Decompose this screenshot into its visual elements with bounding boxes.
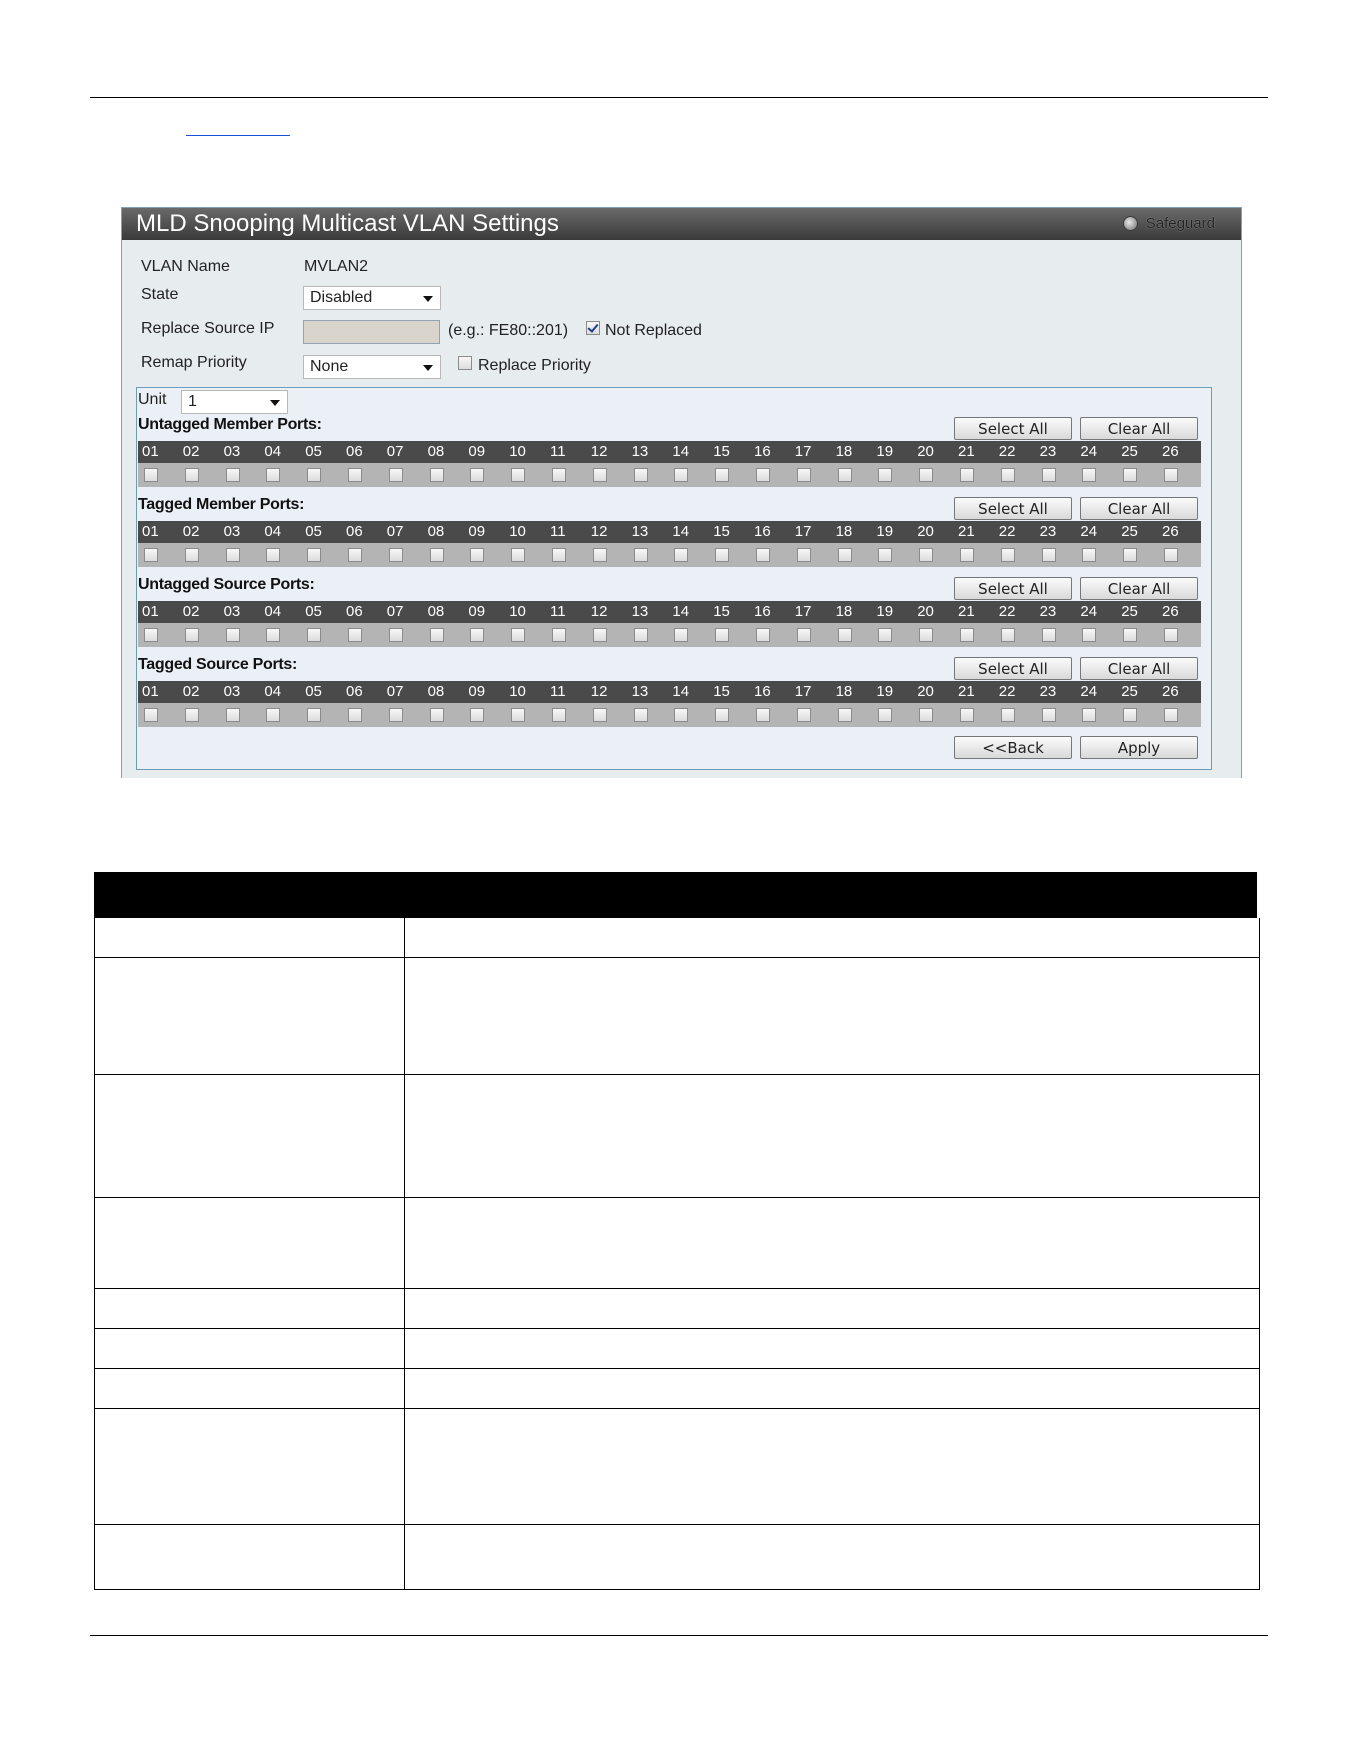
port-checkbox[interactable] — [307, 628, 321, 642]
port-number: 14 — [672, 523, 690, 540]
port-number: 11 — [550, 683, 566, 700]
port-number: 24 — [1080, 603, 1098, 620]
port-checkbox[interactable] — [144, 468, 158, 482]
port-number: 21 — [958, 443, 975, 460]
port-number: 26 — [1162, 603, 1179, 620]
table-row — [94, 918, 1260, 958]
port-number: 17 — [794, 443, 812, 460]
port-checkbox[interactable] — [348, 548, 362, 562]
port-checkbox[interactable] — [266, 468, 280, 482]
port-checkbox[interactable] — [389, 708, 403, 722]
port-checkbox[interactable] — [756, 548, 770, 562]
port-number: 04 — [264, 603, 282, 620]
state-select-value: Disabled — [310, 289, 373, 306]
port-number: 03 — [223, 683, 241, 700]
ip-example-text: (e.g.: FE80::201) — [448, 322, 569, 339]
top-link[interactable] — [186, 104, 290, 136]
port-checkbox[interactable] — [1123, 468, 1137, 482]
port-number: 26 — [1162, 683, 1179, 700]
port-number: 08 — [427, 683, 445, 700]
port-number: 08 — [427, 603, 445, 620]
port-section-label: Tagged Member Ports: — [138, 496, 305, 513]
port-checkbox[interactable] — [470, 548, 484, 562]
port-checkbox[interactable] — [960, 468, 974, 482]
port-number: 25 — [1121, 523, 1138, 540]
port-checkbox[interactable] — [878, 708, 892, 722]
port-number: 24 — [1080, 683, 1098, 700]
port-checkbox[interactable] — [1042, 628, 1056, 642]
port-checkbox[interactable] — [838, 468, 852, 482]
replace-priority-label: Replace Priority — [478, 357, 591, 374]
port-checkbox[interactable] — [552, 548, 566, 562]
port-number: 05 — [305, 603, 322, 620]
port-checkbox[interactable] — [878, 548, 892, 562]
port-number: 10 — [509, 683, 526, 700]
port-checkbox[interactable] — [674, 468, 688, 482]
port-number: 11 — [550, 523, 566, 540]
port-number: 02 — [182, 443, 200, 460]
port-checkbox[interactable] — [715, 548, 729, 562]
port-number: 21 — [958, 603, 975, 620]
port-number: 18 — [835, 443, 853, 460]
port-checkbox[interactable] — [838, 548, 852, 562]
port-number: 01 — [142, 443, 159, 460]
port-checkbox[interactable] — [634, 628, 648, 642]
port-number: 20 — [917, 683, 934, 700]
unit-select-value: 1 — [188, 393, 197, 410]
port-checkbox[interactable] — [960, 548, 974, 562]
port-checkbox[interactable] — [715, 628, 729, 642]
port-checkbox[interactable] — [511, 468, 525, 482]
table-row — [94, 1198, 1260, 1289]
port-checkbox[interactable] — [1164, 468, 1178, 482]
select-all-button[interactable]: Select All — [954, 497, 1072, 520]
port-checkbox[interactable] — [674, 548, 688, 562]
port-number: 19 — [876, 523, 894, 540]
port-number: 20 — [917, 603, 934, 620]
port-checkbox[interactable] — [797, 548, 811, 562]
port-number: 20 — [917, 523, 934, 540]
port-number: 17 — [794, 523, 812, 540]
port-number: 19 — [876, 683, 894, 700]
port-checkbox[interactable] — [797, 468, 811, 482]
port-number: 18 — [835, 603, 853, 620]
port-checkbox-row — [138, 463, 1201, 487]
port-number: 04 — [264, 683, 282, 700]
select-all-button[interactable]: Select All — [954, 417, 1072, 440]
port-checkbox[interactable] — [1042, 548, 1056, 562]
port-checkbox[interactable] — [1042, 708, 1056, 722]
port-number: 01 — [142, 683, 159, 700]
panel-header — [122, 208, 1241, 240]
port-number: 11 — [550, 443, 566, 460]
port-checkbox[interactable] — [1001, 548, 1015, 562]
table-cell — [95, 1289, 405, 1328]
port-number: 06 — [346, 443, 363, 460]
port-checkbox[interactable] — [1164, 628, 1178, 642]
port-number: 14 — [672, 683, 690, 700]
port-number: 07 — [386, 603, 404, 620]
port-number: 10 — [509, 523, 526, 540]
port-number: 09 — [468, 683, 486, 700]
port-number: 07 — [386, 683, 404, 700]
port-checkbox-row — [138, 703, 1201, 727]
port-checkbox[interactable] — [144, 628, 158, 642]
port-number: 01 — [142, 523, 159, 540]
chevron-down-icon — [423, 296, 433, 302]
port-checkbox[interactable] — [185, 468, 199, 482]
port-section-label: Untagged Source Ports: — [138, 576, 315, 593]
port-number: 11 — [550, 603, 566, 620]
port-number: 22 — [998, 523, 1016, 540]
port-checkbox[interactable] — [1123, 548, 1137, 562]
port-checkbox[interactable] — [634, 708, 648, 722]
port-number: 09 — [468, 603, 486, 620]
port-number-header — [138, 601, 1201, 623]
port-checkbox[interactable] — [1082, 708, 1096, 722]
replace-source-ip-label: Replace Source IP — [141, 320, 275, 337]
port-checkbox[interactable] — [185, 548, 199, 562]
port-number: 19 — [876, 603, 894, 620]
port-checkbox[interactable] — [674, 628, 688, 642]
port-number: 12 — [590, 683, 608, 700]
port-checkbox[interactable] — [226, 708, 240, 722]
port-checkbox[interactable] — [470, 708, 484, 722]
port-number: 22 — [998, 603, 1016, 620]
port-checkbox[interactable] — [919, 468, 933, 482]
port-number: 17 — [794, 683, 812, 700]
port-number: 15 — [713, 443, 730, 460]
port-checkbox[interactable] — [430, 468, 444, 482]
port-number: 04 — [264, 523, 282, 540]
port-checkbox[interactable] — [348, 708, 362, 722]
safeguard-label: Safeguard — [1145, 215, 1215, 232]
port-checkbox[interactable] — [552, 628, 566, 642]
port-checkbox[interactable] — [1042, 468, 1056, 482]
port-checkbox[interactable] — [634, 468, 648, 482]
port-checkbox[interactable] — [838, 628, 852, 642]
clear-all-button[interactable]: Clear All — [1080, 657, 1198, 680]
table-row — [94, 958, 1260, 1075]
port-number: 18 — [835, 523, 853, 540]
remap-priority-label: Remap Priority — [141, 354, 247, 371]
port-checkbox[interactable] — [226, 628, 240, 642]
port-checkbox[interactable] — [511, 548, 525, 562]
port-number: 12 — [590, 443, 608, 460]
clear-all-button[interactable]: Clear All — [1080, 417, 1198, 440]
description-table-header — [94, 872, 1260, 918]
port-number: 22 — [998, 443, 1016, 460]
clear-all-button[interactable]: Clear All — [1080, 497, 1198, 520]
port-checkbox-row — [138, 623, 1201, 647]
port-checkbox[interactable] — [756, 708, 770, 722]
port-checkbox[interactable] — [1164, 708, 1178, 722]
port-checkbox[interactable] — [715, 468, 729, 482]
vlan-name-value: MVLAN2 — [304, 258, 369, 275]
port-checkbox[interactable] — [266, 628, 280, 642]
state-label: State — [141, 286, 179, 303]
port-checkbox[interactable] — [919, 548, 933, 562]
table-cell — [95, 958, 405, 1074]
port-number: 01 — [142, 603, 159, 620]
port-number: 02 — [182, 683, 200, 700]
port-checkbox[interactable] — [878, 628, 892, 642]
port-section-label: Tagged Source Ports: — [138, 656, 298, 673]
port-checkbox[interactable] — [226, 548, 240, 562]
port-checkbox[interactable] — [593, 548, 607, 562]
port-number: 23 — [1039, 603, 1057, 620]
table-cell — [95, 1525, 405, 1589]
port-number: 02 — [182, 523, 200, 540]
not-replaced-checkbox[interactable] — [586, 321, 600, 335]
port-checkbox[interactable] — [348, 628, 362, 642]
port-checkbox[interactable] — [1082, 628, 1096, 642]
port-number: 25 — [1121, 603, 1138, 620]
port-number: 13 — [631, 523, 649, 540]
chevron-down-icon — [423, 365, 433, 371]
port-checkbox[interactable] — [389, 548, 403, 562]
port-number: 06 — [346, 523, 363, 540]
port-number: 15 — [713, 683, 730, 700]
port-checkbox[interactable] — [430, 628, 444, 642]
port-number: 15 — [713, 603, 730, 620]
port-checkbox[interactable] — [1001, 708, 1015, 722]
port-number: 04 — [264, 443, 282, 460]
table-cell — [95, 918, 405, 957]
port-checkbox[interactable] — [593, 468, 607, 482]
state-select[interactable] — [303, 286, 441, 310]
select-all-button[interactable]: Select All — [954, 657, 1072, 680]
port-number: 06 — [346, 603, 363, 620]
unit-label: Unit — [138, 391, 167, 408]
port-number: 03 — [223, 523, 241, 540]
port-checkbox[interactable] — [511, 628, 525, 642]
replace-priority-checkbox[interactable] — [458, 356, 472, 370]
port-number: 22 — [998, 683, 1016, 700]
port-checkbox[interactable] — [307, 708, 321, 722]
port-number: 17 — [794, 603, 812, 620]
port-checkbox[interactable] — [797, 628, 811, 642]
description-table — [94, 872, 1260, 1590]
port-number: 13 — [631, 603, 649, 620]
apply-button[interactable]: Apply — [1080, 736, 1198, 759]
port-checkbox[interactable] — [1164, 548, 1178, 562]
port-checkbox[interactable] — [266, 708, 280, 722]
remap-priority-select-value: None — [310, 358, 349, 375]
port-number: 13 — [631, 443, 649, 460]
port-number: 08 — [427, 443, 445, 460]
port-number: 14 — [672, 443, 690, 460]
port-checkbox-row — [138, 543, 1201, 567]
clear-all-button[interactable]: Clear All — [1080, 577, 1198, 600]
port-number: 23 — [1039, 443, 1057, 460]
port-number: 21 — [958, 683, 975, 700]
replace-source-ip-input[interactable] — [303, 320, 440, 344]
unit-select[interactable] — [181, 390, 288, 414]
port-checkbox[interactable] — [552, 708, 566, 722]
port-checkbox[interactable] — [470, 468, 484, 482]
port-number: 19 — [876, 443, 894, 460]
back-button[interactable]: <<Back — [954, 736, 1072, 759]
port-number: 06 — [346, 683, 363, 700]
port-checkbox[interactable] — [1001, 468, 1015, 482]
port-number: 12 — [590, 523, 608, 540]
port-checkbox[interactable] — [348, 468, 362, 482]
port-number: 16 — [754, 683, 771, 700]
table-row — [94, 1289, 1260, 1329]
port-checkbox[interactable] — [389, 468, 403, 482]
table-row — [94, 1329, 1260, 1369]
port-number: 10 — [509, 603, 526, 620]
port-number: 18 — [835, 683, 853, 700]
footer-rule — [90, 1635, 1268, 1636]
port-number: 20 — [917, 443, 934, 460]
header-rule — [90, 97, 1268, 98]
port-number-header — [138, 521, 1201, 543]
table-cell — [95, 1409, 405, 1524]
port-number: 12 — [590, 603, 608, 620]
port-checkbox[interactable] — [307, 548, 321, 562]
remap-priority-select[interactable] — [303, 355, 441, 379]
port-checkbox[interactable] — [552, 468, 566, 482]
port-number: 15 — [713, 523, 730, 540]
port-checkbox[interactable] — [470, 628, 484, 642]
port-number: 07 — [386, 523, 404, 540]
port-number: 05 — [305, 523, 322, 540]
port-number: 07 — [386, 443, 404, 460]
port-checkbox[interactable] — [1123, 628, 1137, 642]
port-number: 09 — [468, 523, 486, 540]
port-number: 08 — [427, 523, 445, 540]
panel-title: MLD Snooping Multicast VLAN Settings — [136, 210, 559, 237]
port-checkbox[interactable] — [919, 628, 933, 642]
port-checkbox[interactable] — [185, 628, 199, 642]
port-number: 26 — [1162, 523, 1179, 540]
table-row — [94, 1525, 1260, 1590]
chevron-down-icon — [270, 400, 280, 406]
port-number: 21 — [958, 523, 975, 540]
port-number: 10 — [509, 443, 526, 460]
port-number: 26 — [1162, 443, 1179, 460]
safeguard-indicator — [1123, 215, 1215, 232]
port-checkbox[interactable] — [634, 548, 648, 562]
port-number: 16 — [754, 523, 771, 540]
port-checkbox[interactable] — [878, 468, 892, 482]
port-number: 25 — [1121, 443, 1138, 460]
port-number-header — [138, 681, 1201, 703]
table-row — [94, 1369, 1260, 1409]
port-checkbox[interactable] — [715, 708, 729, 722]
port-number: 09 — [468, 443, 486, 460]
ports-box — [136, 387, 1212, 770]
port-checkbox[interactable] — [960, 708, 974, 722]
select-all-button[interactable]: Select All — [954, 577, 1072, 600]
port-checkbox[interactable] — [756, 468, 770, 482]
port-number: 05 — [305, 443, 322, 460]
port-checkbox[interactable] — [389, 628, 403, 642]
port-number-header — [138, 441, 1201, 463]
port-checkbox[interactable] — [1082, 548, 1096, 562]
port-number: 14 — [672, 603, 690, 620]
port-checkbox[interactable] — [144, 548, 158, 562]
port-checkbox[interactable] — [307, 468, 321, 482]
port-checkbox[interactable] — [960, 628, 974, 642]
port-checkbox[interactable] — [593, 628, 607, 642]
port-checkbox[interactable] — [838, 708, 852, 722]
port-checkbox[interactable] — [511, 708, 525, 722]
port-checkbox[interactable] — [1123, 708, 1137, 722]
port-number: 24 — [1080, 523, 1098, 540]
port-checkbox[interactable] — [266, 548, 280, 562]
safeguard-icon — [1123, 216, 1138, 231]
port-checkbox[interactable] — [756, 628, 770, 642]
port-number: 05 — [305, 683, 322, 700]
port-number: 13 — [631, 683, 649, 700]
table-cell — [95, 1329, 405, 1368]
port-checkbox[interactable] — [593, 708, 607, 722]
port-number: 02 — [182, 603, 200, 620]
port-number: 23 — [1039, 523, 1057, 540]
port-section-label: Untagged Member Ports: — [138, 416, 322, 433]
vlan-name-label: VLAN Name — [141, 258, 230, 275]
port-checkbox[interactable] — [1001, 628, 1015, 642]
table-cell — [95, 1075, 405, 1197]
port-checkbox[interactable] — [674, 708, 688, 722]
settings-panel — [121, 207, 1242, 778]
port-checkbox[interactable] — [797, 708, 811, 722]
not-replaced-label: Not Replaced — [605, 322, 702, 339]
port-checkbox[interactable] — [144, 708, 158, 722]
port-number: 03 — [223, 603, 241, 620]
table-row — [94, 1409, 1260, 1525]
port-number: 23 — [1039, 683, 1057, 700]
port-checkbox[interactable] — [430, 548, 444, 562]
port-checkbox[interactable] — [430, 708, 444, 722]
port-checkbox[interactable] — [1082, 468, 1096, 482]
port-checkbox[interactable] — [185, 708, 199, 722]
port-number: 16 — [754, 443, 771, 460]
port-checkbox[interactable] — [226, 468, 240, 482]
table-cell — [95, 1369, 405, 1408]
port-number: 24 — [1080, 443, 1098, 460]
table-row — [94, 1075, 1260, 1198]
port-number: 25 — [1121, 683, 1138, 700]
port-number: 16 — [754, 603, 771, 620]
port-number: 03 — [223, 443, 241, 460]
port-checkbox[interactable] — [919, 708, 933, 722]
table-cell — [95, 1198, 405, 1288]
